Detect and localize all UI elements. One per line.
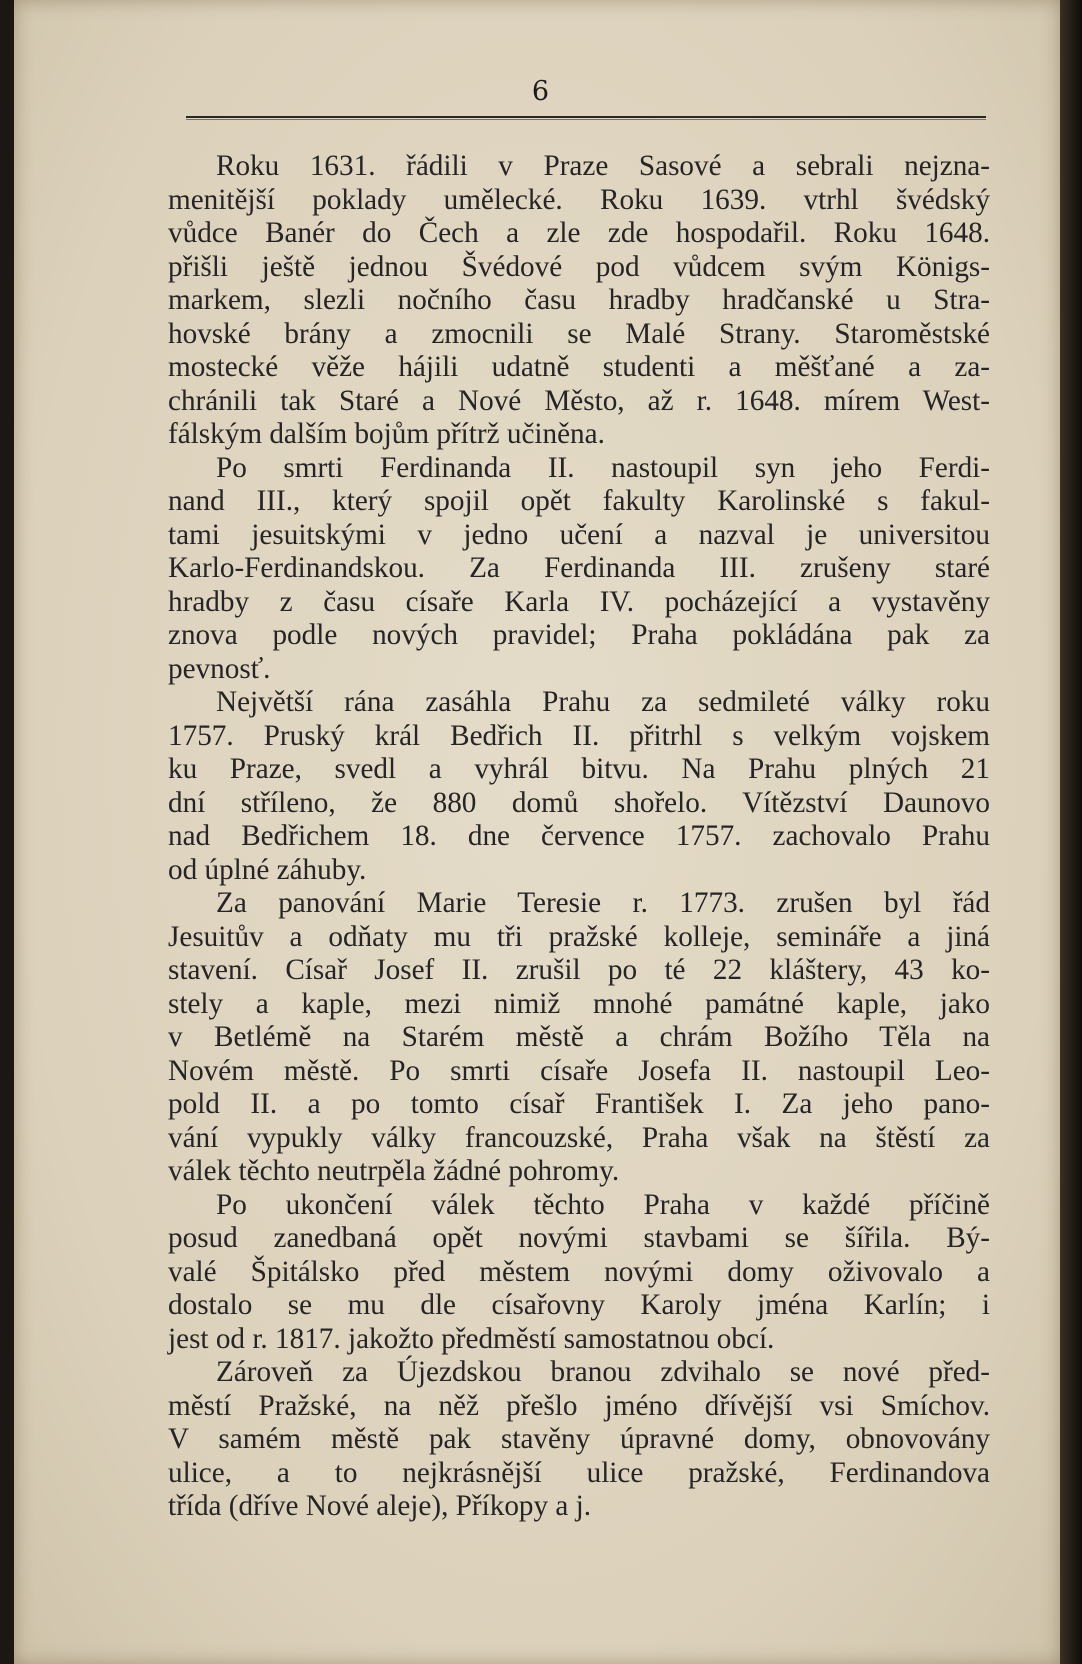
text-line: městí Pražské, na něž přešlo jméno dřívější vsi Smíchov. — [168, 1389, 990, 1422]
text-line: nand III., který spojil opět fakulty Karolinské s fakul- — [168, 485, 990, 517]
book-spine-edge — [1060, 0, 1082, 1664]
header-rule — [186, 116, 986, 118]
text-line: fálským dalším bojům přítrž učiněna. — [168, 418, 605, 450]
text-line: Karlo-Ferdinandskou. Za Ferdinanda III. zrušeny staré — [168, 552, 990, 584]
text-line: v Betlémě na Starém městě a chrám Božího Těla na — [168, 1021, 990, 1053]
text-line: Největší rána zasáhla Prahu za sedmileté války roku — [216, 686, 990, 718]
text-line: Roku 1631. řádili v Praze Sasové a sebrali nejzna- — [216, 150, 990, 182]
text-line: valé Špitálsko před městem novými domy oživovalo a — [168, 1255, 990, 1288]
text-line: hradby z času císaře Karla IV. pocházející a vystavěny — [168, 585, 990, 618]
text-line: markem, slezli nočního času hradby hradčanské u Stra- — [168, 284, 990, 316]
text-line: ku Praze, svedl a vyhrál bitvu. Na Prahu plných 21 — [168, 753, 990, 785]
text-line: V samém městě pak stavěny úpravné domy, obnovovány — [168, 1423, 990, 1455]
text-line: chránili tak Staré a Nové Město, až r. 1648. mírem West- — [168, 384, 990, 417]
text-line: vůdce Banér do Čech a zle zde hospodařil. Roku 1648. — [168, 217, 990, 249]
text-line: Novém městě. Po smrti císaře Josefa II. nastoupil Leo- — [168, 1054, 990, 1087]
text-line: posud zanedbaná opět novými stavbami se šířila. Bý- — [168, 1222, 990, 1254]
body-text — [168, 150, 990, 1524]
text-line: třída (dříve Nové aleje), Příkopy a j. — [168, 1490, 592, 1522]
text-line: znova podle nových pravidel; Praha pokládána pak za — [168, 619, 990, 651]
text-line: menitější poklady umělecké. Roku 1639. vtrhl švédský — [168, 183, 990, 216]
text-line: Po smrti Ferdinanda II. nastoupil syn jeho Ferdi- — [216, 451, 990, 484]
text-line: pold II. a po tomto císař František I. Za jeho pano- — [168, 1088, 990, 1120]
header-rule-thin — [186, 119, 986, 120]
text-line: 1757. Pruský král Bedřich II. přitrhl s velkým vojskem — [168, 719, 990, 752]
text-line: od úplné záhuby. — [168, 853, 367, 886]
text-line: dní stříleno, že 880 domů shořelo. Vítězství Daunovo — [168, 786, 990, 819]
text-line: ulice, a to nejkrásnější ulice pražské, Ferdinandova — [168, 1456, 990, 1489]
text-line: tami jesuitskými v jedno učení a nazval je universitou — [168, 518, 990, 551]
text-line: vání vypukly války francouzské, Praha však na štěstí za — [168, 1121, 990, 1154]
text-line: jest od r. 1817. jakožto předměstí samostatnou obcí. — [168, 1322, 775, 1355]
text-line: nad Bedřichem 18. dne července 1757. zachovalo Prahu — [168, 820, 990, 852]
text-line: mostecké věže hájili udatně studenti a měšťané a za- — [168, 351, 990, 383]
text-line: Jesuitův a odňaty mu tři pražské kolleje, semináře a jiná — [168, 920, 990, 953]
text-line: přišli ještě jednou Švédové pod vůdcem svým Königs- — [168, 250, 990, 283]
text-line: pevnosť. — [168, 652, 271, 685]
text-line: Po ukončení válek těchto Praha v každé příčině — [216, 1188, 990, 1221]
text-line: Zároveň za Újezdskou branou zdvihalo se nové před- — [216, 1356, 990, 1388]
text-line: stavení. Císař Josef II. zrušil po té 22 kláštery, 43 ko- — [168, 954, 990, 986]
text-line: stely a kaple, mezi nimiž mnohé památné kaple, jako — [168, 987, 990, 1020]
page-number: 6 — [531, 76, 551, 107]
text-line: válek těchto neutrpěla žádné pohromy. — [168, 1155, 620, 1187]
text-line: hovské brány a zmocnili se Malé Strany. Staroměstské — [168, 317, 990, 350]
text-line: Za panování Marie Teresie r. 1773. zrušen byl řád — [216, 887, 990, 919]
text-line: dostalo se mu dle císařovny Karoly jména Karlín; i — [168, 1289, 990, 1321]
